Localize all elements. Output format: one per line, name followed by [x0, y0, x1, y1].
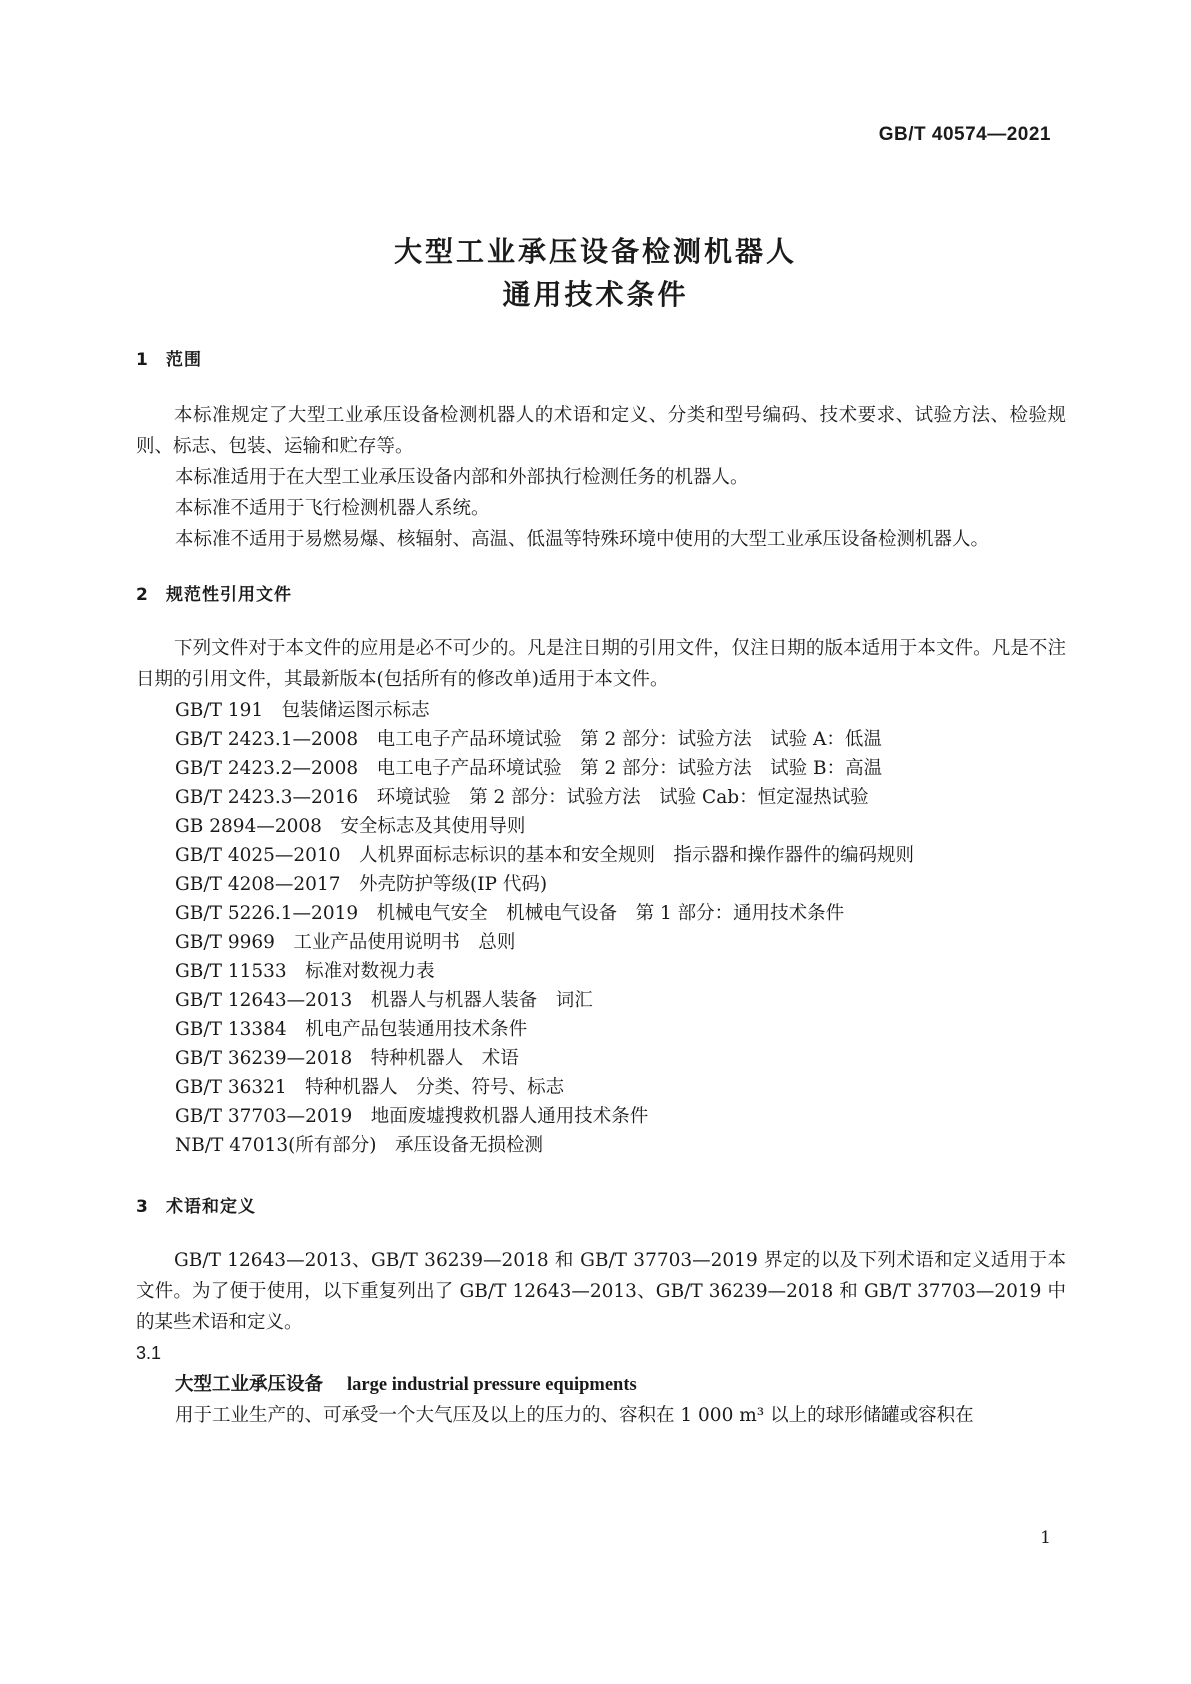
reference-item: GB/T 13384 机电产品包装通用技术条件: [175, 1019, 528, 1040]
reference-item: GB/T 37703—2019 地面废墟搜救机器人通用技术条件: [175, 1106, 649, 1127]
term-english: large industrial pressure equipments: [347, 1375, 637, 1395]
reference-item: GB/T 2423.1—2008 电工电子产品环境试验 第 2 部分：试验方法 试验 A：低温: [175, 729, 882, 750]
reference-item: GB/T 12643—2013 机器人与机器人装备 词汇: [175, 990, 593, 1011]
section-1-paragraph: 本标准适用于在大型工业承压设备内部和外部执行检测任务的机器人。: [175, 467, 749, 488]
section-1-paragraph: 本标准不适用于飞行检测机器人系统。: [175, 498, 490, 519]
section-number: 1: [136, 350, 149, 370]
term-entry: [175, 1370, 637, 1396]
reference-item: GB/T 2423.2—2008 电工电子产品环境试验 第 2 部分：试验方法 试验 B：高温: [175, 758, 883, 779]
section-2-heading: [136, 580, 292, 605]
section-3-heading: [136, 1192, 256, 1217]
section-2-intro: 下列文件对于本文件的应用是必不可少的。凡是注日期的引用文件，仅注日期的版本适用于本文件。凡是不注日期的引用文件，其最新版本(包括所有的修改单)适用于本文件。: [136, 638, 1066, 690]
reference-item: GB/T 11533 标准对数视力表: [175, 961, 435, 982]
section-1-heading: [136, 345, 202, 370]
reference-item: GB/T 5226.1—2019 机械电气安全 机械电气设备 第 1 部分：通用技术条件: [175, 903, 845, 924]
standard-code: GB/T 40574—2021: [878, 124, 1051, 145]
reference-item: GB/T 36239—2018 特种机器人 术语: [175, 1048, 519, 1069]
reference-item: GB/T 2423.3—2016 环境试验 第 2 部分：试验方法 试验 Cab：恒定湿热试验: [175, 787, 869, 808]
section-title: 范围: [166, 350, 202, 370]
section-number: 3: [136, 1197, 149, 1217]
reference-item: GB/T 36321 特种机器人 分类、符号、标志: [175, 1077, 565, 1098]
reference-item: GB/T 191 包装储运图示标志: [175, 700, 430, 721]
term-definition: 用于工业生产的、可承受一个大气压及以上的压力的、容积在 1 000 m³ 以上的球形储罐或容积在: [175, 1405, 974, 1426]
reference-item: GB/T 9969 工业产品使用说明书 总则: [175, 932, 516, 953]
section-number: 2: [136, 585, 149, 605]
reference-item: NB/T 47013(所有部分) 承压设备无损检测: [175, 1135, 544, 1156]
section-3-intro: GB/T 12643—2013、GB/T 36239—2018 和 GB/T 37703—2019 界定的以及下列术语和定义适用于本文件。为了便于使用，以下重复列出了 GB/T 12643—2013、GB/T 36239—2018 和 GB/T 37703—2019 中的某些术语和定义。: [136, 1250, 1066, 1333]
document-title-line1: 大型工业承压设备检测机器人: [393, 235, 797, 268]
section-title: 术语和定义: [166, 1197, 256, 1217]
document-title-line2: 通用技术条件: [502, 278, 689, 311]
page-number: 1: [1040, 1528, 1051, 1548]
reference-item: GB/T 4208—2017 外壳防护等级(IP 代码): [175, 874, 548, 895]
reference-item: GB/T 4025—2010 人机界面标志标识的基本和安全规则 指示器和操作器件的编码规则: [175, 845, 914, 866]
subsection-number: 3.1: [136, 1343, 162, 1363]
section-1-paragraph: 本标准不适用于易燃易爆、核辐射、高温、低温等特殊环境中使用的大型工业承压设备检测机器人。: [175, 529, 990, 550]
reference-item: GB 2894—2008 安全标志及其使用导则: [175, 816, 526, 837]
section-1-paragraph: 本标准规定了大型工业承压设备检测机器人的术语和定义、分类和型号编码、技术要求、试验方法、检验规则、标志、包装、运输和贮存等。: [136, 405, 1066, 457]
term-chinese: 大型工业承压设备: [175, 1374, 324, 1395]
section-title: 规范性引用文件: [166, 585, 292, 605]
